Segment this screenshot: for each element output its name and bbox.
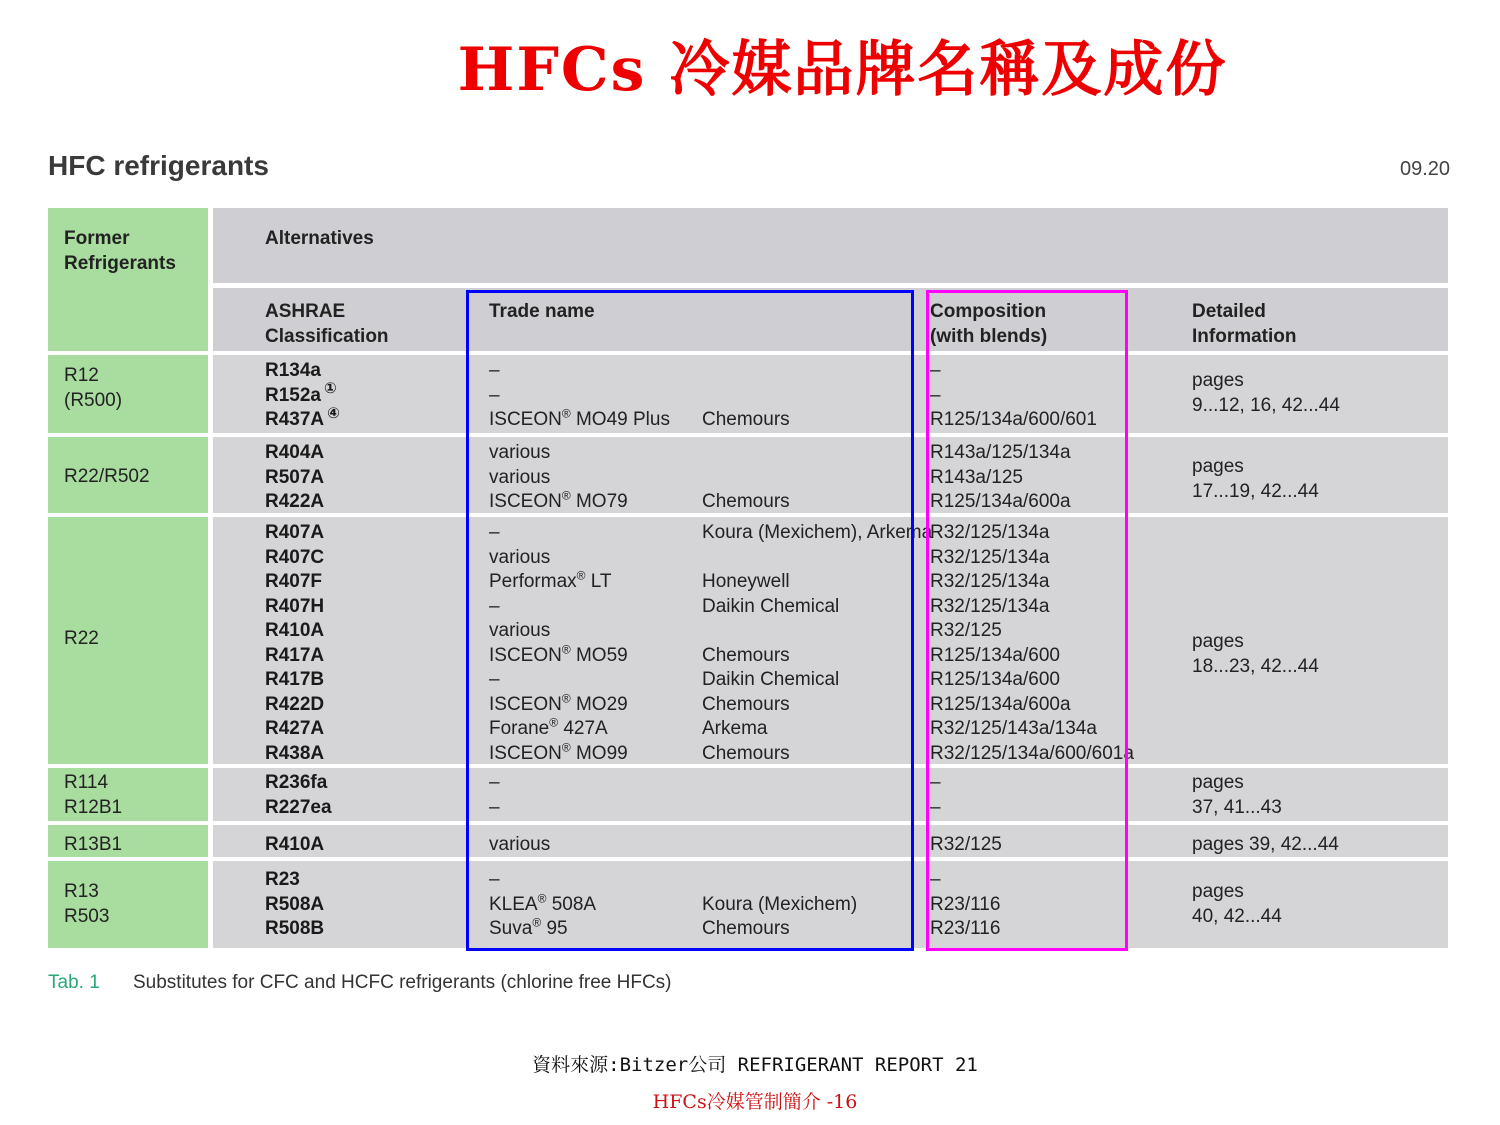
former-refrigerant-cell — [48, 437, 208, 513]
detailed-information — [1192, 880, 1282, 929]
composition: R125/134a/600a — [930, 491, 1071, 512]
former-refrigerant — [64, 771, 122, 820]
ashrae-code: R404A — [265, 442, 325, 463]
ashrae-classification — [265, 595, 324, 620]
former-refrigerant — [64, 880, 109, 929]
detailed-information — [1192, 833, 1339, 858]
detailed-information — [1192, 771, 1282, 820]
detailed-information — [1192, 630, 1319, 679]
composition: – — [930, 869, 941, 890]
composition: – — [930, 384, 941, 406]
ashrae-classification — [265, 570, 324, 595]
composition: – — [930, 796, 941, 818]
ashrae-column — [265, 521, 324, 766]
manufacturer: Chemours — [702, 918, 790, 939]
ashrae-code: R508A — [265, 893, 325, 915]
composition: R23/116 — [930, 918, 1001, 939]
former-refrigerant — [64, 364, 122, 413]
ashrae-code: R152a — [265, 384, 321, 406]
composition-header-line: Composition — [930, 301, 1047, 322]
former-refrigerant-line: R114 — [64, 772, 109, 793]
trade-brand: Performax — [489, 571, 577, 592]
ashrae-classification — [265, 490, 324, 515]
ashrae-header-line: ASHRAE — [265, 301, 346, 322]
composition: R32/125/134a — [930, 571, 1050, 592]
registered-mark: ® — [561, 488, 571, 503]
trade-brand: Forane — [489, 718, 550, 739]
ashrae-classification — [265, 693, 324, 718]
composition: R143a/125/134a — [930, 442, 1071, 463]
former-refrigerant-cell — [48, 768, 208, 821]
detailed-information — [1192, 455, 1319, 504]
trade-brand: Suva — [489, 918, 533, 939]
ashrae-column — [265, 868, 324, 942]
trade-brand: ISCEON — [489, 644, 562, 666]
detailed-header-line: Information — [1192, 325, 1297, 347]
trade-brand: – — [489, 522, 500, 543]
former-refrigerant-line: R503 — [64, 905, 110, 927]
manufacturer: Chemours — [702, 409, 790, 430]
ashrae-code: R410A — [265, 620, 325, 641]
registered-mark: ® — [537, 891, 547, 906]
slide-title: HFCs 冷媒品牌名稱及成份 — [457, 35, 1228, 105]
composition: R32/125 — [930, 834, 1002, 855]
trade-brand: ISCEON — [489, 409, 562, 430]
composition: R32/125/134a — [930, 546, 1050, 568]
alternatives-header-cell — [213, 208, 1448, 283]
trade-brand: various — [489, 834, 551, 855]
trade-brand: – — [489, 384, 500, 406]
ashrae-code: R236fa — [265, 772, 328, 793]
trade-brand: – — [489, 772, 500, 793]
ashrae-classification — [265, 644, 324, 669]
ashrae-code: R407A — [265, 522, 325, 543]
former-refrigerant-cell — [48, 355, 208, 433]
ashrae-column — [265, 441, 324, 515]
slide-footer: HFCs冷媒管制簡介 -16 — [652, 1091, 858, 1113]
trade-name-highlight-box — [466, 290, 914, 951]
ashrae-classification — [265, 771, 332, 796]
trade-brand: ISCEON — [489, 742, 562, 764]
former-refrigerant-line: R12B1 — [64, 796, 123, 818]
detailed-information — [1192, 369, 1340, 418]
registered-mark: ® — [561, 740, 571, 755]
trade-product: 508A — [551, 893, 597, 915]
former-refrigerant — [64, 627, 99, 652]
registered-mark: ® — [576, 568, 586, 583]
trade-brand: – — [489, 869, 500, 890]
former-refrigerant — [64, 833, 122, 858]
detailed-information-line: pages — [1192, 456, 1244, 477]
trade-brand: ISCEON — [489, 693, 562, 715]
ashrae-classification — [265, 868, 324, 893]
ashrae-code: R407H — [265, 595, 325, 617]
former-refrigerant-line: R22/R502 — [64, 466, 150, 487]
alternatives-header: Alternatives — [265, 228, 374, 249]
ashrae-code: R134a — [265, 360, 321, 381]
former-refrigerant-line: R12 — [64, 365, 99, 386]
ashrae-code: R507A — [265, 466, 325, 488]
ashrae-code: R422A — [265, 491, 325, 512]
former-header-line: Former — [64, 228, 130, 249]
ashrae-column — [265, 833, 324, 858]
manufacturer: Chemours — [702, 693, 790, 715]
ashrae-code: R407F — [265, 571, 323, 592]
ashrae-column — [265, 771, 332, 820]
detailed-information-line: pages — [1192, 772, 1244, 793]
manufacturer: Chemours — [702, 491, 790, 512]
former-refrigerant — [64, 465, 150, 490]
ashrae-code: R23 — [265, 869, 300, 890]
composition: R32/125/143a/134a — [930, 718, 1097, 739]
ashrae-classification — [265, 717, 324, 742]
composition-header-line: (with blends) — [930, 325, 1048, 347]
trade-brand: various — [489, 466, 551, 488]
trade-product: MO29 — [575, 693, 628, 715]
manufacturer: Honeywell — [702, 571, 790, 592]
composition: R32/125/134a/600/601a — [930, 742, 1134, 764]
trade-brand: – — [489, 796, 500, 818]
composition: R125/134a/600a — [930, 693, 1071, 715]
former-refrigerant-cell — [48, 861, 208, 948]
detailed-information-line: 37, 41...43 — [1192, 796, 1282, 818]
manufacturer: Chemours — [702, 644, 790, 666]
ashrae-classification — [265, 742, 324, 767]
composition: – — [930, 360, 941, 381]
ashrae-classification — [265, 917, 324, 942]
trade-header: Trade name — [489, 301, 595, 322]
trade-brand: ISCEON — [489, 491, 562, 512]
composition: R23/116 — [930, 893, 1001, 915]
source-note: 資料來源:Bitzer公司 REFRIGERANT REPORT 21 — [532, 1054, 978, 1076]
manufacturer: Daikin Chemical — [702, 669, 840, 690]
ashrae-code: R407C — [265, 546, 325, 568]
ashrae-column — [265, 359, 340, 433]
manufacturer: Arkema — [702, 718, 768, 739]
trade-product: LT — [590, 571, 612, 592]
composition: R125/134a/600 — [930, 669, 1060, 690]
ashrae-code: R417A — [265, 644, 325, 666]
composition: R143a/125 — [930, 466, 1023, 488]
manufacturer: Chemours — [702, 742, 790, 764]
trade-brand: – — [489, 360, 500, 381]
ashrae-classification — [265, 619, 324, 644]
doc-title: HFC refrigerants — [48, 150, 269, 181]
trade-product: MO49 Plus — [575, 409, 670, 430]
composition: R32/125 — [930, 620, 1002, 641]
detailed-information-line: pages — [1192, 370, 1244, 391]
trade-brand: various — [489, 620, 551, 641]
composition: R125/134a/600 — [930, 644, 1060, 666]
detailed-information-line: 17...19, 42...44 — [1192, 480, 1319, 502]
composition: R32/125/134a — [930, 522, 1050, 543]
trade-product: 95 — [546, 918, 568, 939]
trade-brand: various — [489, 546, 551, 568]
former-header-cell — [48, 208, 208, 351]
detailed-information-line: pages — [1192, 631, 1244, 652]
trade-product: MO59 — [575, 644, 628, 666]
former-refrigerant-line: R13 — [64, 881, 99, 902]
trade-brand: – — [489, 595, 500, 617]
ashrae-code: R437A — [265, 409, 325, 430]
doc-date: 09.20 — [1400, 158, 1451, 180]
registered-mark: ® — [561, 406, 571, 421]
ashrae-code: R508B — [265, 918, 325, 939]
former-refrigerant-line: R22 — [64, 628, 99, 649]
ashrae-code: R422D — [265, 693, 325, 715]
former-refrigerant-line: R13B1 — [64, 834, 123, 855]
composition: R32/125/134a — [930, 595, 1050, 617]
caption-label: Tab. 1 — [48, 972, 100, 993]
ashrae-code: R427A — [265, 718, 325, 739]
detailed-information-line: 40, 42...44 — [1192, 905, 1282, 927]
footnote-marker: ④ — [327, 404, 340, 422]
detailed-information-line: pages — [1192, 881, 1244, 902]
ashrae-classification — [265, 668, 324, 693]
ashrae-classification — [265, 404, 340, 433]
composition-highlight-box — [926, 290, 1128, 951]
ashrae-classification — [265, 796, 332, 821]
detailed-information-line: 18...23, 42...44 — [1192, 655, 1319, 677]
ashrae-classification — [265, 833, 324, 858]
caption-text: Substitutes for CFC and HCFC refrigerants (chlorine free HFCs) — [133, 972, 672, 993]
ashrae-classification — [265, 441, 324, 466]
ashrae-code: R417B — [265, 669, 325, 690]
manufacturer: Daikin Chemical — [702, 595, 840, 617]
ashrae-code: R410A — [265, 834, 325, 855]
trade-product: 427A — [563, 718, 608, 739]
trade-brand: – — [489, 669, 500, 690]
ashrae-code: R438A — [265, 742, 325, 764]
registered-mark: ® — [532, 915, 542, 930]
ashrae-classification — [265, 466, 324, 491]
ashrae-classification — [265, 893, 324, 918]
registered-mark: ® — [561, 691, 571, 706]
registered-mark: ® — [549, 715, 559, 730]
ashrae-code: R227ea — [265, 796, 332, 818]
former-refrigerant-cell — [48, 517, 208, 764]
detailed-information-line: 9...12, 16, 42...44 — [1192, 394, 1340, 416]
trade-product: MO99 — [575, 742, 628, 764]
trade-brand: KLEA — [489, 893, 538, 915]
manufacturer: Koura (Mexichem), Arkema — [702, 522, 933, 543]
registered-mark: ® — [561, 642, 571, 657]
detailed-information-line: pages 39, 42...44 — [1192, 834, 1339, 855]
former-refrigerant-line: (R500) — [64, 389, 123, 411]
trade-brand: various — [489, 442, 551, 463]
ashrae-header-line: Classification — [265, 325, 389, 347]
trade-product: MO79 — [575, 491, 628, 512]
manufacturer: Koura (Mexichem) — [702, 893, 858, 915]
composition: – — [930, 772, 941, 793]
detailed-header-line: Detailed — [1192, 301, 1266, 322]
former-refrigerant-cell — [48, 825, 208, 857]
former-header-line: Refrigerants — [64, 252, 176, 274]
ashrae-classification — [265, 546, 324, 571]
ashrae-classification — [265, 521, 324, 546]
footnote-marker: ① — [324, 380, 337, 398]
composition: R125/134a/600/601 — [930, 409, 1097, 430]
